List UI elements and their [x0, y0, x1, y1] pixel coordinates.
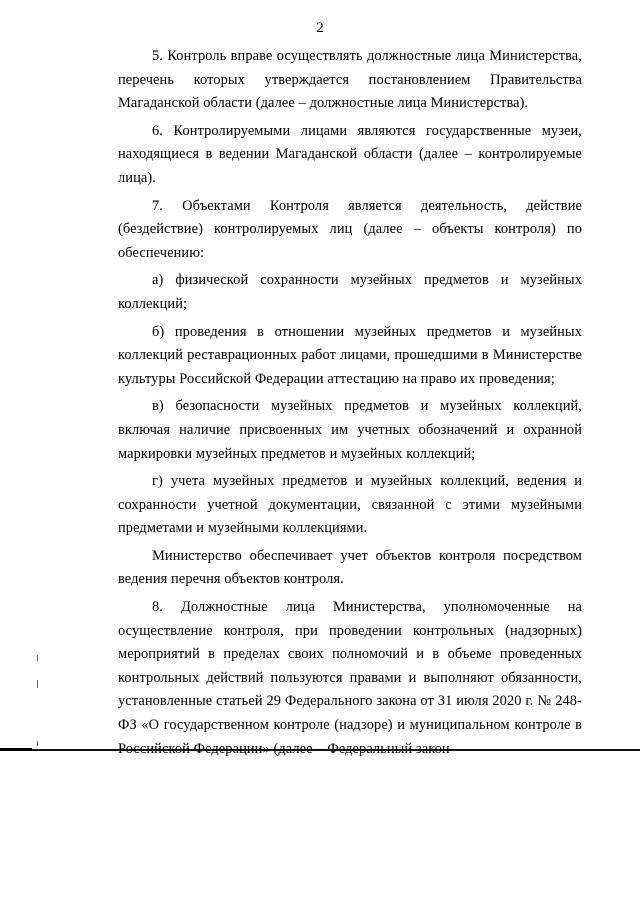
document-body	[118, 45, 582, 765]
paragraph-7a: а) физической сохранности музейных предметов и музейных коллекций;	[118, 272, 582, 312]
paragraph-ministry-registry: Министерство обеспечивает учет объектов контроля посредством ведения перечня объектов контроля.	[118, 547, 582, 588]
paragraph-7b: б) проведения в отношении музейных предметов и музейных коллекций реставрационных работ лицами, прошедшими в Министерстве культуры Российской Федерации аттестацию на право их проведения;	[118, 323, 582, 387]
paragraph-5: 5. Контроль вправе осуществлять должностные лица Министерства, перечень которых утверждается постановлением Правительства Магаданской области (далее – должностные лица Министерства).	[118, 48, 582, 112]
scan-edge-line-thin	[32, 749, 640, 751]
scan-edge-line-thick	[0, 748, 32, 751]
paragraph-6: 6. Контролируемыми лицами являются государственные музеи, находящиеся в ведении Магаданской области (далее – контролируемые лица).	[118, 122, 582, 186]
paragraph-8: 8. Должностные лица Министерства, уполномоченные на осуществление контроля, при проведении контрольных (надзорных) мероприятий в пределах своих полномочий и в объеме проведенных контрольных действий пользуются правами и выполняют обязанности, установленные статьей 29 Федерального закона от 31 июля 2020 г. № 248-ФЗ «О государственном контроле (надзоре) и муниципальном контроле в	[118, 599, 582, 734]
scan-mark-3	[37, 741, 38, 746]
paragraph-7g: г) учета музейных предметов и музейных коллекций, ведения и сохранности учетной документации, связанной с этими музейными предметами и музейными коллекциями.	[118, 473, 582, 537]
paragraph-7: 7. Объектами Контроля является деятельность, действие (бездействие) контролируемых лиц (далее – объекты контроля) по обеспечению:	[118, 197, 582, 261]
scan-mark-1	[37, 655, 38, 661]
page-number: 2	[316, 20, 324, 36]
scan-mark-2	[37, 680, 38, 688]
paragraph-7v: в) безопасности музейных предметов и музейных коллекций, включая наличие присвоенных им учетных обозначений и охранной маркировки музейных предметов и музейных коллекций;	[118, 398, 582, 462]
